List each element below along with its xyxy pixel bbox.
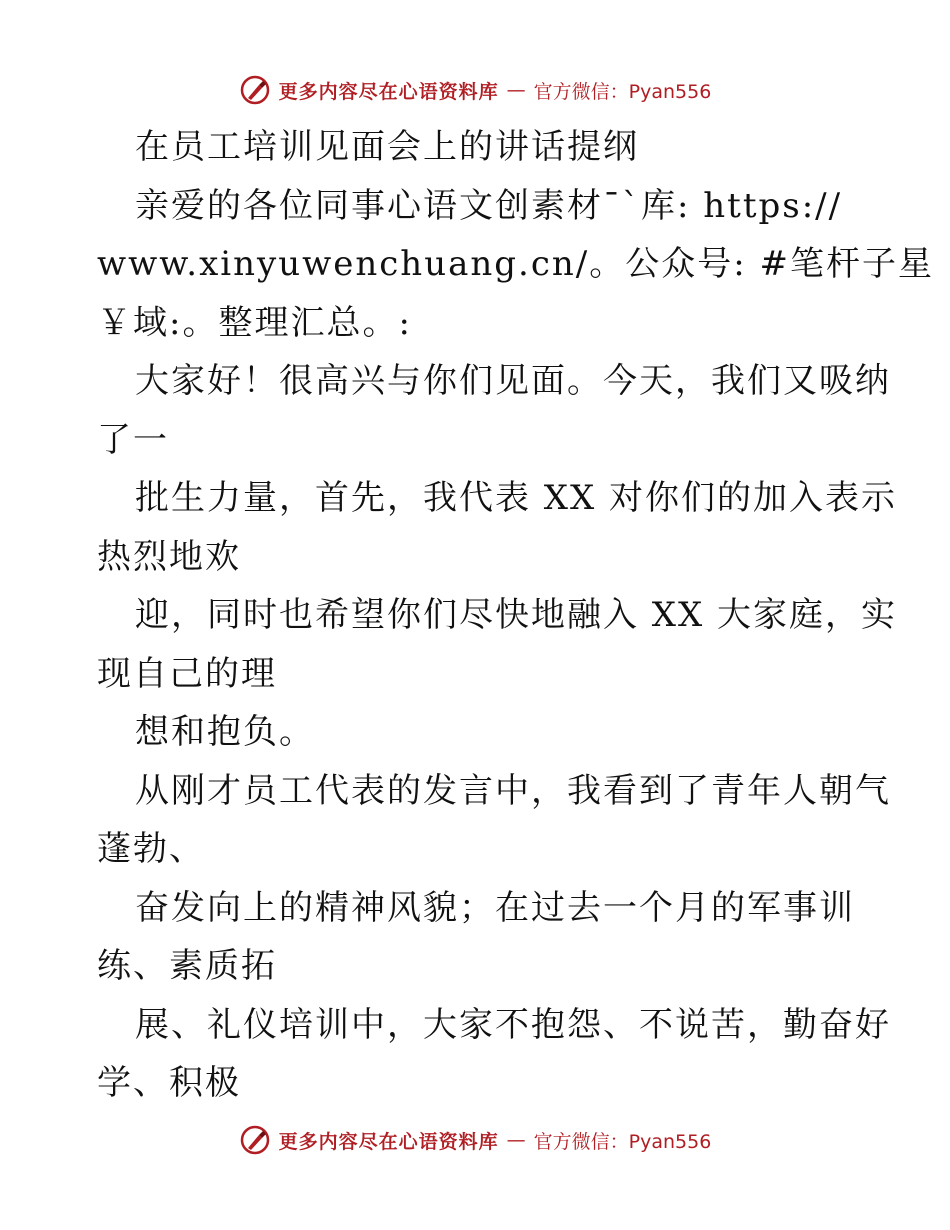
pen-logo-icon [239,74,271,106]
watermark-wechat-text: 官方微信：Pyan556 [533,80,712,103]
text-line: 学、积极 [97,1063,241,1103]
text-line: 迎，同时也希望你们尽快地融入 XX 大家庭，实 [135,595,898,635]
watermark-dash: — [506,79,526,101]
text-line: 练、素质拓 [97,946,277,986]
text-line: 从刚才员工代表的发言中，我看到了青年人朝气 [135,770,891,811]
text-line: ￥域:。整理汇总。: [97,302,412,343]
watermark-promo-text: 更多内容尽在心语资料库 [278,1130,499,1153]
watermark-footer [0,1120,950,1160]
text-line: 亲爱的各位同事心语文创素材¯`库: https:// [135,185,843,226]
document-body [97,118,934,1113]
text-line: 现自己的理 [97,653,277,694]
text-line: 蓬勃、 [97,829,205,869]
text-line: 热烈地欢 [97,536,241,577]
text-line: 想和抱负。 [135,712,315,752]
text-line: 大家好！很高兴与你们见面。今天，我们又吸纳 [135,361,891,401]
pen-logo-icon [239,1124,271,1156]
text-line: www.xinyuwenchuang.cn/。公众号: #笔杆子星 [97,244,934,284]
text-line: 展、礼仪培训中，大家不抱怨、不说苦，勤奋好 [135,1004,891,1045]
watermark-header [0,70,950,110]
text-line: 了一 [97,419,169,460]
text-line: 批生力量，首先，我代表 XX 对你们的加入表示 [135,478,898,518]
watermark-wechat-text: 官方微信：Pyan556 [533,1130,712,1153]
document-title: 在员工培训见面会上的讲话提纲 [135,127,639,167]
text-line: 奋发向上的精神风貌；在过去一个月的军事训 [135,887,855,928]
watermark-dash: — [506,1129,526,1151]
watermark-promo-text: 更多内容尽在心语资料库 [278,80,499,103]
